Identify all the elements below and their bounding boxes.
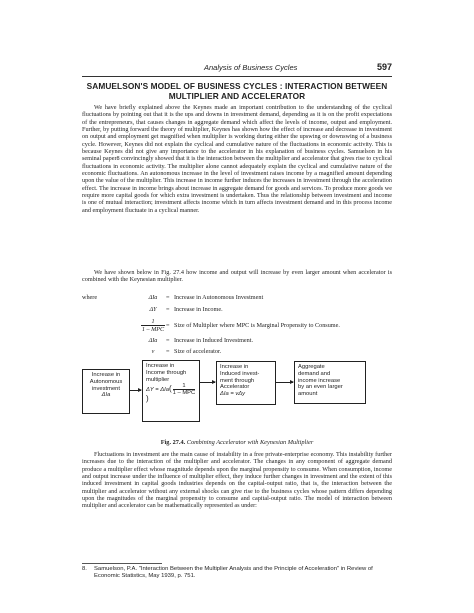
definition-text: Increase in Income. — [174, 306, 223, 313]
box-line: Accelerator — [220, 384, 250, 391]
induced-investment-box — [216, 361, 276, 405]
fraction-numerator: 1 — [173, 383, 196, 390]
box-line: Autonomous — [89, 378, 123, 385]
definition-symbol: v — [151, 348, 155, 355]
arrow-right-icon — [276, 382, 293, 383]
definition-row — [82, 294, 392, 304]
footnote-text: Samuelson, P.A. "Interaction Between the Multiplier Analysis and the Principle of Acceleration" in Review of Economic Statistics, May 1939, p. 751. — [94, 566, 373, 580]
definition-symbol: ΔIa — [148, 294, 158, 301]
running-head-title: Analysis of Business Cycles — [204, 63, 298, 72]
definition-row — [82, 306, 392, 316]
box-line: ΔIa — [101, 392, 111, 399]
definition-text: Increase in Autonomous Investment — [174, 294, 264, 301]
definition-text: Size of accelerator. — [174, 348, 222, 355]
flow-diagram — [82, 360, 392, 438]
footnote-rule — [82, 563, 162, 564]
box-formula-line — [146, 383, 196, 404]
box-line: Increase in — [220, 364, 249, 370]
box-line: amount — [298, 391, 318, 398]
right-paren: ) — [146, 394, 149, 404]
equals-sign: = — [166, 306, 170, 313]
multiplier-fraction — [141, 318, 165, 333]
footnote-number: 8. — [82, 566, 87, 572]
box-line: demand and — [298, 370, 331, 377]
page-number: 597 — [376, 62, 392, 72]
box-line: income increase — [298, 377, 341, 384]
box-line: Induced invest- — [220, 370, 260, 377]
box-line: ΔIa = vΔy — [220, 391, 246, 398]
definition-text: Size of Multiplier where MPC is Marginal Propensity to Consume. — [174, 322, 340, 329]
paragraph-1: We have briefly explained above the Keynes made an important contribution to the understanding of the cyclical fluctuations by pointing out that it is the ups and downs in investment demand, depending as it is on the profit expectations of the entrepreneurs, that causes changes in aggregate demand which affect the levels of income, output and employment. Further, by putting forward the theory of multiplier, Keynes has shown how the effect of increase and decrease in investment on output and employment get magnified when multiplier is working during either the upswing or downswing of a business cycle. However, Keynes did not explain the cyclical and cumulative nature of the fluctuations in economic activity. This is because Keynes did not give any importance to the accelerator in his explanation of business cycles. Samuelson in his seminal paper8 convincingly showed that it is the interaction between the multiplier and accelerator that gives rise to cyclical fluctuations in economic activity. The multiplier alone cannot adequately explain the cyclical and cumulative nature of the economic fluctuations. An autonomous increase in the level of investment raises income by a magnified amount depending upon the value of the multiplier. This increase in income further induces the increases in investment through the acceleration effect. The increase in income brings about increase in aggregate demand for goods and services. To produce more goods we require more capital goods for which extra investment is undertaken. Thus the relationship between investment and income is one of mutual interaction; investment affects income which in turn affects investment demand and in this process income and employment fluctuate in a cyclical manner. — [82, 104, 392, 214]
box-line: Aggregate — [298, 364, 325, 370]
definition-symbol: ΔIa — [148, 337, 158, 344]
fraction-numerator: 1 — [141, 318, 165, 326]
box-line: multiplier — [146, 376, 170, 383]
section-title: SAMUELSON'S MODEL OF BUSINESS CYCLES : INTERACTION BETWEEN MULTIPLIER AND ACCELERATOR — [86, 81, 388, 101]
box-line: by an even larger — [298, 384, 343, 391]
fraction-denominator: 1 – MPC — [141, 326, 165, 333]
definition-symbol: ΔY — [149, 306, 157, 313]
equals-sign: = — [166, 294, 170, 301]
definition-row — [82, 348, 392, 358]
arrow-right-icon — [200, 382, 215, 383]
definition-text: Increase in Induced Investment. — [174, 337, 254, 344]
header-rule — [82, 76, 392, 77]
box-line: Increase in — [146, 363, 175, 369]
arrow-right-icon — [130, 390, 141, 391]
running-header — [82, 63, 392, 75]
equals-sign: = — [166, 348, 170, 355]
equals-sign: = — [166, 337, 170, 344]
autonomous-investment-box — [82, 369, 130, 414]
fraction-denominator: 1 – MPC — [172, 390, 196, 397]
multiplier-fraction — [173, 383, 196, 396]
definition-row — [82, 337, 392, 347]
multiplier-income-box — [142, 360, 200, 422]
paragraph-2: We have shown below in Fig. 27.4 how income and output will increase by even larger amount when accelerator is combined with the Keynesian multiplier. — [82, 269, 392, 284]
left-paren: ( — [168, 384, 172, 394]
figure-caption-text: Combining Accelerator with Keynesian Multiplier — [186, 439, 314, 446]
box-line: Increase in — [91, 372, 121, 378]
box-formula: ΔY = ΔIa — [146, 387, 169, 394]
box-line: ment through — [220, 377, 255, 384]
definition-row — [82, 318, 392, 334]
paragraph-3: Fluctuations in investment are the main cause of instability in a free private-enterprise economy. This instability further increases due to the interaction of the multiplier and accelerator. The changes in any component of aggregate demand produce a multiplier effect whose magnitude depends upon the marginal propensity to consume. When consumption, income and output increase under the influence of multiplier effect, they induce further changes in investment and the extent of this induced investment in capital goods industries depends on the capital-output ratio, that is, the interaction between the multiplier and accelerator without any external shocks can give rise to the business cycles whose pattern differs depending upon the magnitudes of the marginal propensity to consume and capital-output ratio. The model of interaction between multiplier and accelerator can be mathematically represented as under: — [82, 451, 392, 510]
equals-sign: = — [166, 322, 170, 329]
figure-caption — [82, 439, 392, 446]
aggregate-demand-box — [294, 361, 366, 404]
box-line: Income through — [146, 369, 187, 376]
where-label: where — [82, 294, 98, 301]
figure-label: Fig. 27.4. — [160, 439, 186, 446]
box-line: investment — [91, 385, 121, 392]
